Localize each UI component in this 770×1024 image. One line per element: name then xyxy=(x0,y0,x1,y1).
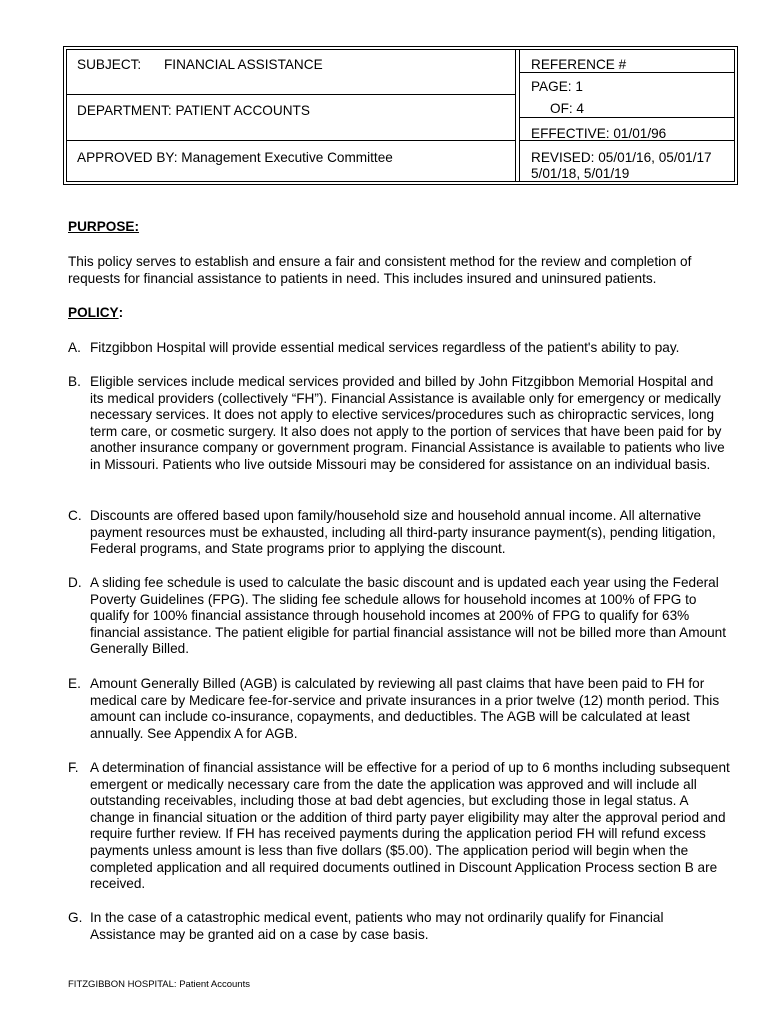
page-number: PAGE: 1 xyxy=(531,79,583,94)
purpose-heading: PURPOSE: xyxy=(68,219,140,234)
department: DEPARTMENT: PATIENT ACCOUNTS xyxy=(77,103,310,118)
policy-item-letter: G. xyxy=(68,910,83,925)
policy-item-g xyxy=(68,910,730,943)
page-footer: FITZGIBBON HOSPITAL: Patient Accounts xyxy=(68,979,250,990)
revised-dates: REVISED: 05/01/16, 05/01/17 xyxy=(531,150,712,165)
effective-date: EFFECTIVE: 01/01/96 xyxy=(531,126,667,141)
policy-item-text: In the case of a catastrophic medical event, patients who may not ordinarily qualify for Financial Assistance may be granted aid on a case by case basis. xyxy=(90,910,664,942)
header-rule-right-2 xyxy=(519,117,734,118)
policy-item-letter: C. xyxy=(68,508,82,523)
policy-item-f xyxy=(68,760,730,893)
policy-item-c xyxy=(68,508,730,558)
header-divider xyxy=(515,50,516,181)
policy-item-e xyxy=(68,676,730,742)
policy-heading-colon: : xyxy=(118,305,124,320)
policy-item-b xyxy=(68,374,730,474)
policy-item-letter: D. xyxy=(68,575,82,590)
header-rule-left-2 xyxy=(67,140,515,141)
policy-item-text: Fitzgibbon Hospital will provide essential medical services regardless of the patient's ability to pay. xyxy=(90,340,680,355)
policy-item-text: Amount Generally Billed (AGB) is calculated by reviewing all past claims that have been paid to FH for medical care by Medicare fee-for-service and private insurances in a prior twelve (12) month period. This amount can include co-insurance, copayments, and deductibles. The AGB will be calculated at least annually. See Appendix A for AGB. xyxy=(90,676,720,741)
approved-by: APPROVED BY: Management Executive Committee xyxy=(77,150,393,165)
policy-item-letter: B. xyxy=(68,374,81,389)
subject-label: SUBJECT: xyxy=(77,57,142,72)
subject-value: FINANCIAL ASSISTANCE xyxy=(164,57,323,72)
reference-number: REFERENCE # xyxy=(531,57,627,72)
page-count: OF: 4 xyxy=(550,101,584,116)
header-divider-double xyxy=(519,50,520,181)
policy-item-text: A sliding fee schedule is used to calculate the basic discount and is updated each year using the Federal Poverty Guidelines (FPG). The sliding fee schedule allows for household incomes at 100% of FPG to qualify for 100% financial assistance through household incomes at 200% of FPG to qualify for 63% financial assistance. The patient eligible for partial financial assistance will not be billed more than Amount Generally Billed. xyxy=(90,575,726,657)
policy-item-text: Discounts are offered based upon family/household size and household annual income. All alternative payment resources must be exhausted, including all third-party insurance payment(s), pending litigation, Federal programs, and State programs prior to applying the discount. xyxy=(90,508,716,557)
policy-item-text: A determination of financial assistance will be effective for a period of up to 6 months including subsequent emergent or medically necessary care from the date the application was approved and will include all outstanding receivables, including those at bad debt agencies, but excluding those in legal status. A change in financial situation or the addition of third party payer eligibility may alter the approval period and require further review. If FH has received payments during the application period FH will refund excess payments unless amount is less than five dollars ($5.00). The application period will begin when the completed application and all required documents outlined in Discount Application Process section B are received. xyxy=(90,760,730,892)
revised-dates-continued: 5/01/18, 5/01/19 xyxy=(531,166,630,181)
policy-heading xyxy=(68,305,123,320)
policy-item-letter: A. xyxy=(68,340,81,355)
policy-item-letter: E. xyxy=(68,676,81,691)
policy-item-a xyxy=(68,340,730,357)
header-rule-left-1 xyxy=(67,94,515,95)
policy-item-d xyxy=(68,575,730,658)
policy-item-letter: F. xyxy=(68,760,79,775)
purpose-text: This policy serves to establish and ensure a fair and consistent method for the review and completion of requests for financial assistance to patients in need. This includes insured and uninsured patients. xyxy=(68,254,692,286)
policy-item-text: Eligible services include medical services provided and billed by John Fitzgibbon Memorial Hospital and its medical providers (collectively “FH”). Financial Assistance is available only for emergency or medically necessary services. It does not apply to elective services/procedures such as chiropractic services, long term care, or cosmetic surgery. It also does not apply to the portion of services that have been paid for by another insurance company or government program. Financial Assistance is available to patients who live in Missouri. Patients who live outside Missouri may be considered for assistance on an individual basis. xyxy=(90,374,725,472)
policy-heading-label: POLICY xyxy=(68,305,119,320)
